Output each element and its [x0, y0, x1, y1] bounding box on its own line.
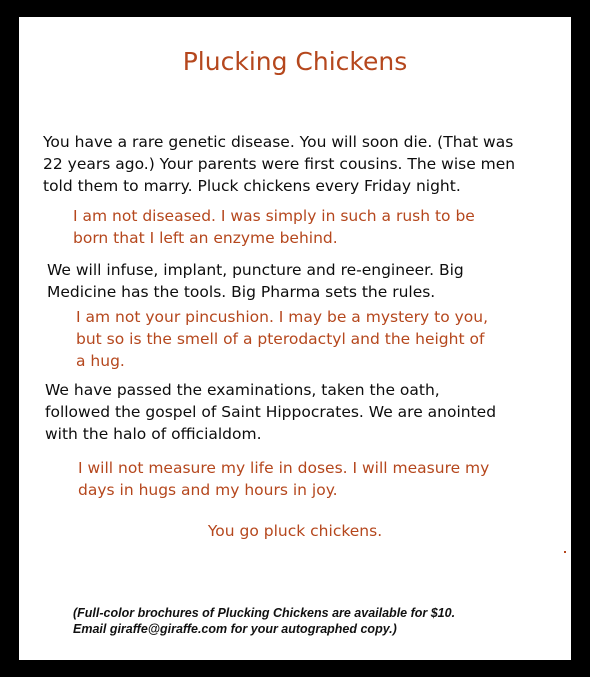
closing-line: You go pluck chickens.: [207, 522, 383, 540]
authority-paragraph-2: We will infuse, implant, puncture and re-engineer. Big Medicine has the tools. Big Pharma sets the rules.: [47, 261, 464, 301]
authority-paragraph-1: You have a rare genetic disease. You will soon die. (That was 22 years ago.) Your parents were first cousins. The wise men told them to marry. Pluck chickens every Friday night.: [43, 133, 516, 195]
stray-dot: [564, 551, 566, 553]
authority-paragraph-3: We have passed the examinations, taken the oath, followed the gospel of Saint Hippocrates. We are anointed with the halo of officialdom.: [45, 381, 497, 443]
poem-page: [19, 17, 571, 660]
reply-paragraph-3: I will not measure my life in doses. I will measure my days in hugs and my hours in joy.: [78, 459, 490, 499]
reply-paragraph-1: I am not diseased. I was simply in such a rush to be born that I left an enzyme behind.: [73, 207, 475, 247]
brochure-footer-note: (Full-color brochures of Plucking Chickens are available for $10. Email giraffe@giraffe.com for your autographed copy.): [73, 606, 456, 636]
poem-title: Plucking Chickens: [182, 47, 408, 76]
reply-paragraph-2: I am not your pincushion. I may be a mystery to you, but so is the smell of a pterodactyl and the height of a hug.: [76, 308, 489, 370]
